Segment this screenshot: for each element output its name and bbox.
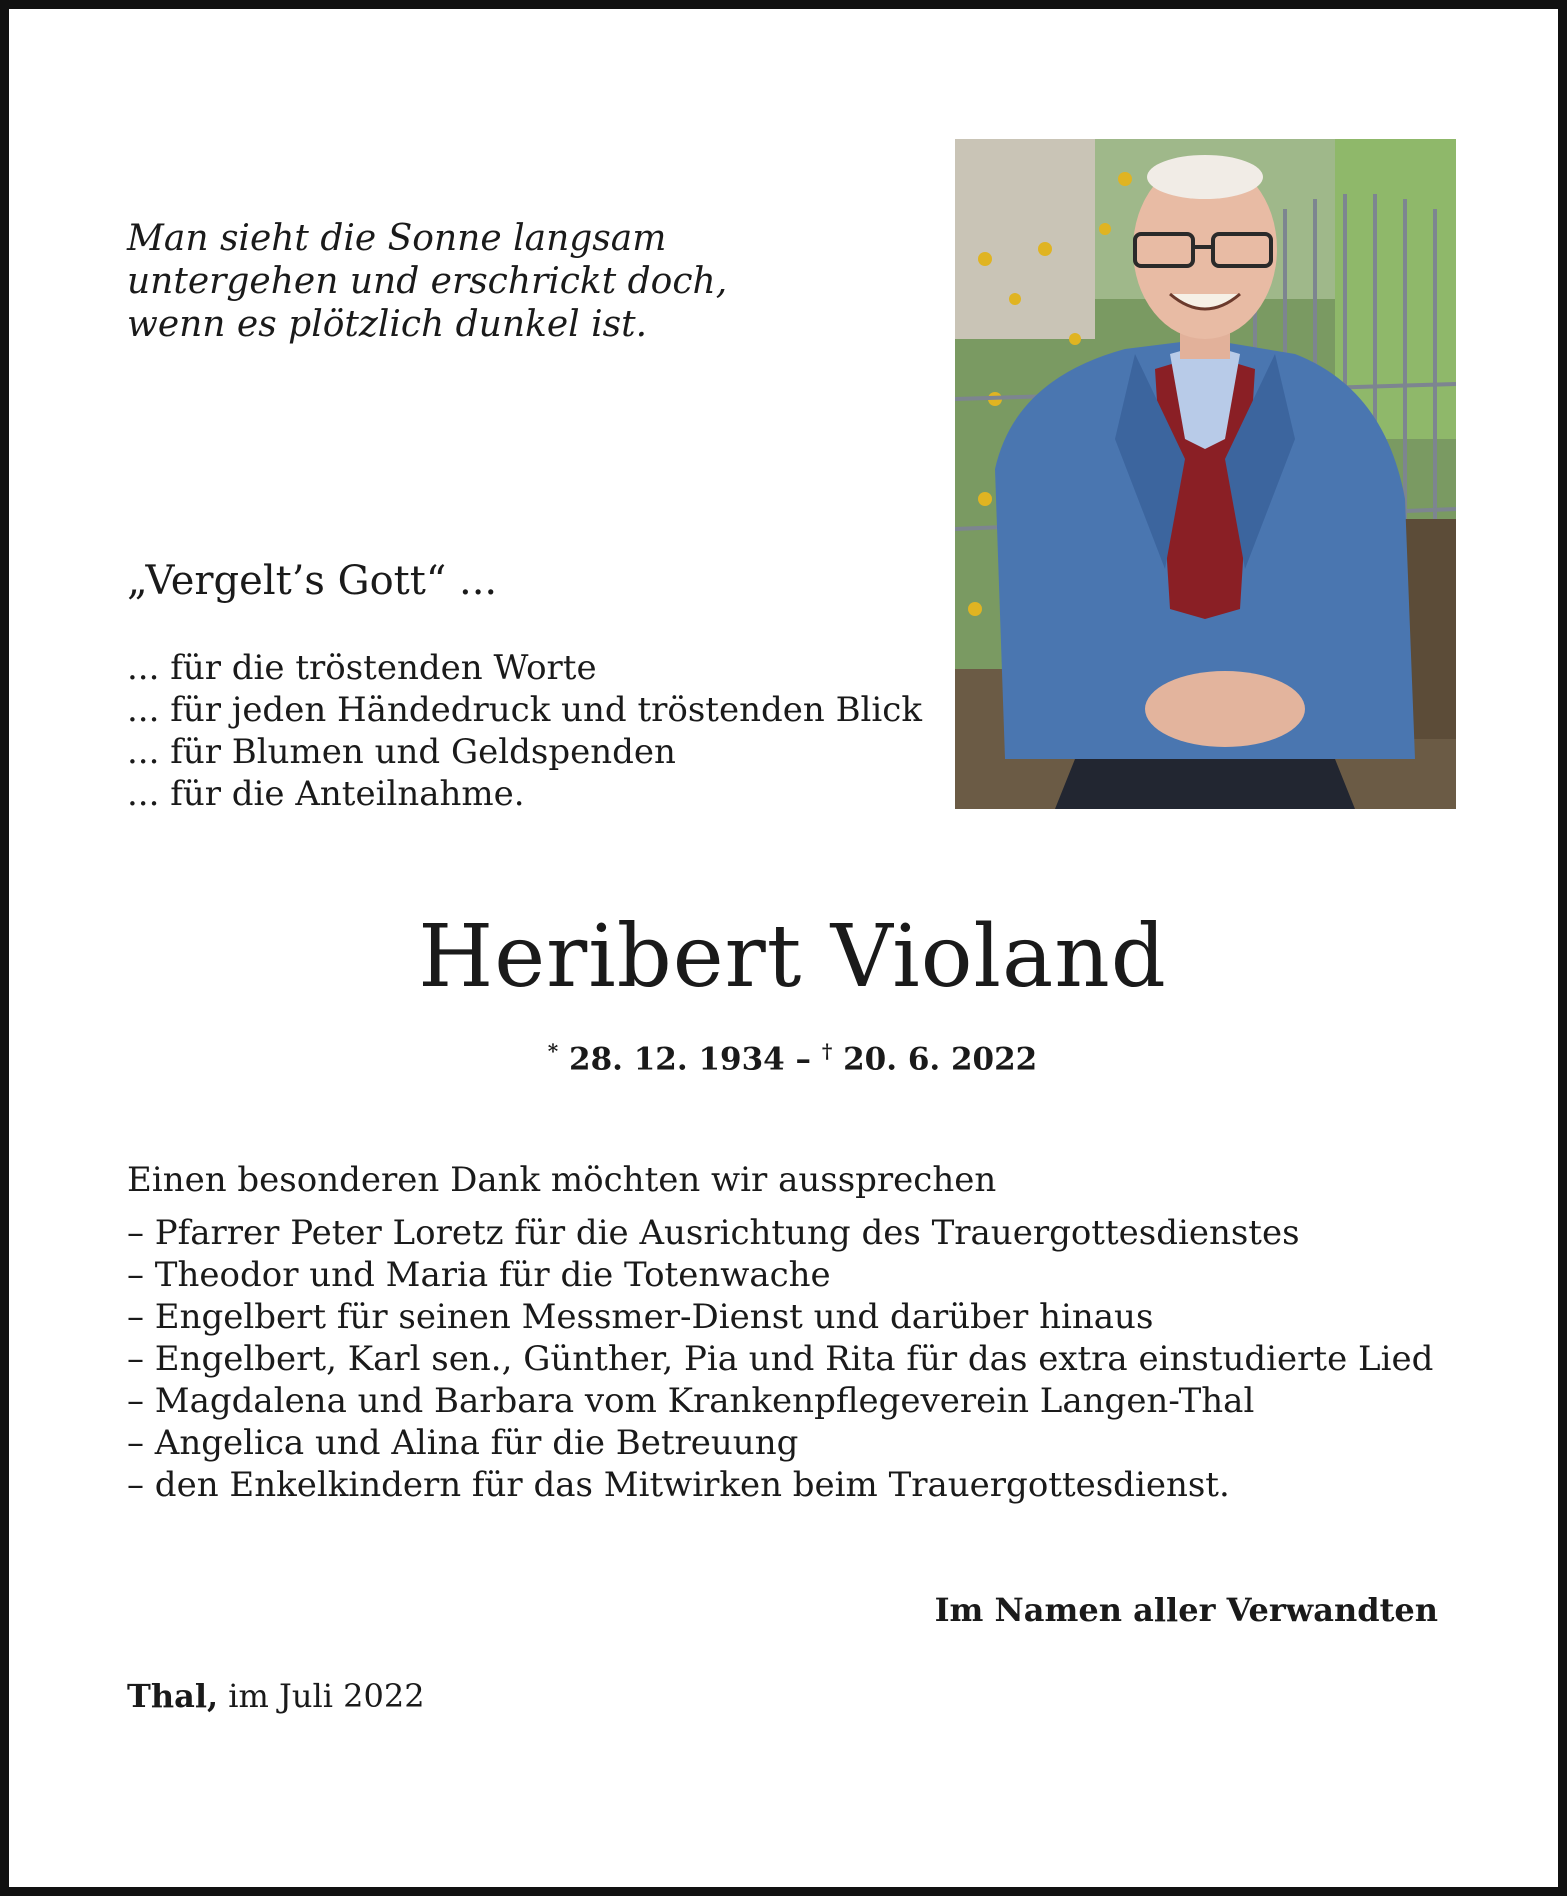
- motto-line: untergehen und erschrickt doch,: [127, 261, 728, 302]
- special-thanks-list: [127, 1212, 1467, 1506]
- motto-line: Man sieht die Sonne langsam: [127, 218, 667, 259]
- death-mark: †: [821, 1039, 833, 1063]
- date: im Juli 2022: [228, 1677, 425, 1715]
- list-item: – Magdalena und Barbara vom Krankenpflegeverein Langen-Thal: [127, 1381, 1255, 1421]
- list-item: – Pfarrer Peter Loretz für die Ausrichtung des Trauergottesdienstes: [127, 1213, 1300, 1253]
- list-item: – Engelbert für seinen Messmer-Dienst und darüber hinaus: [127, 1297, 1154, 1337]
- list-item: – Angelica und Alina für die Betreuung: [127, 1423, 799, 1463]
- special-thanks-intro: Einen besonderen Dank möchten wir aussprechen: [127, 1160, 997, 1200]
- birth-date: 28. 12. 1934: [569, 1041, 785, 1078]
- deceased-name: Heribert Violand: [418, 907, 1167, 1007]
- list-item: ... für die tröstenden Worte: [127, 648, 597, 688]
- list-item: – Theodor und Maria für die Totenwache: [127, 1255, 831, 1295]
- motto-line: wenn es plötzlich dunkel ist.: [127, 304, 648, 345]
- place-date: [127, 1675, 425, 1717]
- place: Thal,: [127, 1677, 219, 1715]
- life-dates: [9, 1031, 1567, 1079]
- thanks-list: [127, 647, 922, 815]
- list-item: – den Enkelkindern für das Mitwirken beim Trauergottesdienst.: [127, 1465, 1230, 1505]
- list-item: ... für die Anteilnahme.: [127, 774, 525, 814]
- date-separator: –: [795, 1041, 812, 1078]
- list-item: ... für jeden Händedruck und tröstenden Blick: [127, 690, 922, 730]
- birth-mark: *: [547, 1039, 559, 1063]
- thanks-title: „Vergelt’s Gott“ ...: [127, 558, 498, 604]
- portrait-image: [955, 139, 1456, 809]
- death-date: 20. 6. 2022: [843, 1041, 1038, 1078]
- signature: Im Namen aller Verwandten: [934, 1591, 1438, 1629]
- motto-quote: [127, 217, 847, 346]
- list-item: – Engelbert, Karl sen., Günther, Pia und Rita für das extra einstudierte Lied: [127, 1339, 1434, 1379]
- list-item: ... für Blumen und Geldspenden: [127, 732, 676, 772]
- portrait-photo: [955, 139, 1456, 809]
